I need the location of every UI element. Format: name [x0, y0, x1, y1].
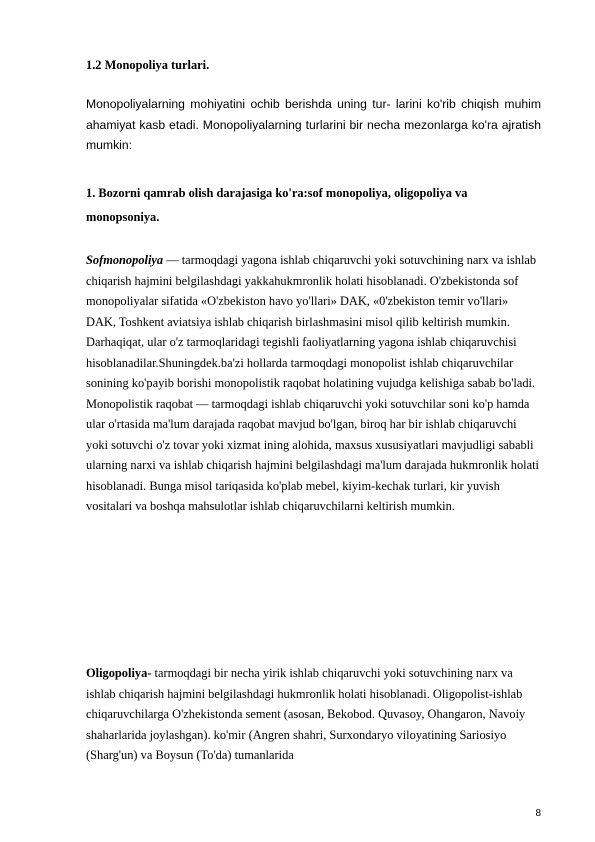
classification-subheading: 1. Bozorni qamrab olish darajasiga ko'ra:sof monopoliya, oligopoliya va monopsoniya. — [86, 186, 468, 224]
pure-monopoly-term: Sofmonopoliya — [86, 253, 164, 267]
page-number: 8 — [535, 808, 541, 819]
oligopoly-term: Oligopoliya- — [86, 666, 152, 680]
oligopoly-paragraph — [86, 663, 541, 766]
section-heading: 1.2 Monopoliya turlari. — [86, 58, 210, 72]
oligopoly-text: tarmoqdagi bir necha yirik ishlab chiqaruvchi yoki sotuvchining narx va ishlab chiqarish hajmini belgilashdagi hukmronlik holati hisoblanadi. Oligopolist-ishlab chiqaruvchilarga O'zhekistonda sement (asosan, Bekobod. Quvasoy, Ohangaron, Navoiy shaharlarida joylashgan). ko'mir (Angren shahri, Surxondaryo viloyatining Sariosiyo (Sharg'un) va Boysun (To'da) tumanlarida — [86, 666, 526, 762]
pure-monopoly-text: — tarmoqdagi yagona ishlab chiqaruvchi yoki sotuvchining narx va ishlab chiqarish hajmini belgilashdagi yakkahukmronlik holati hisoblanadi. O'zbekistonda sof monopoliyalar sifatida «O'zbekiston havo yo'llari» DAK, «0'zbekiston temir vo'llari» DAK, Toshkent aviatsiya ishlab chiqarish birlashmasini misol qilib keltirish mumkin. Darhaqiqat, ular o'z tarmoqlaridagi tegishli faoliyatlarning yagona ishlab chiqaruvchisi hisoblanadilar.Shuningdek.ba'zi hollarda tarmoqdagi monopolist ishlab chiqaruvchilar sonining ko'payib borishi monopolistik raqobat holatining vujudga kelishiga sabab bo'ladi. Monopolistik raqobat — tarmoqdagi ishlab chiqaruvchi yoki sotuvchilar soni ko'p hamda ular o'rtasida ma'lum darajada raqobat mavjud bo'lgan, biroq har bir ishlab chiqaruvchi yoki sotuvchi o'z tovar yoki xizmat ining alohida, maxsus xususiyatlari mavjudligi sababli ularning narxi va ishlab chiqarish hajmini belgilashdagi ma'lum darajada hukmronlik holati hisoblanadi. Bunga misol tariqasida ko'plab mebel, kiyim-kechak turlari, kir yuvish vositalari va boshqa mahsulotlar ishlab chiqaruvchilarni keltirish mumkin. — [86, 253, 540, 513]
pure-monopoly-paragraph — [86, 250, 541, 517]
intro-paragraph: Monopoliyalarning mohiyatini ochib berishda uning tur- larini ko'rib chiqish muhim ahamiyat kasb etadi. Monopoliyalarning turlarini bir necha mezonlarga ko'ra ajratish mumkin: — [86, 97, 541, 152]
